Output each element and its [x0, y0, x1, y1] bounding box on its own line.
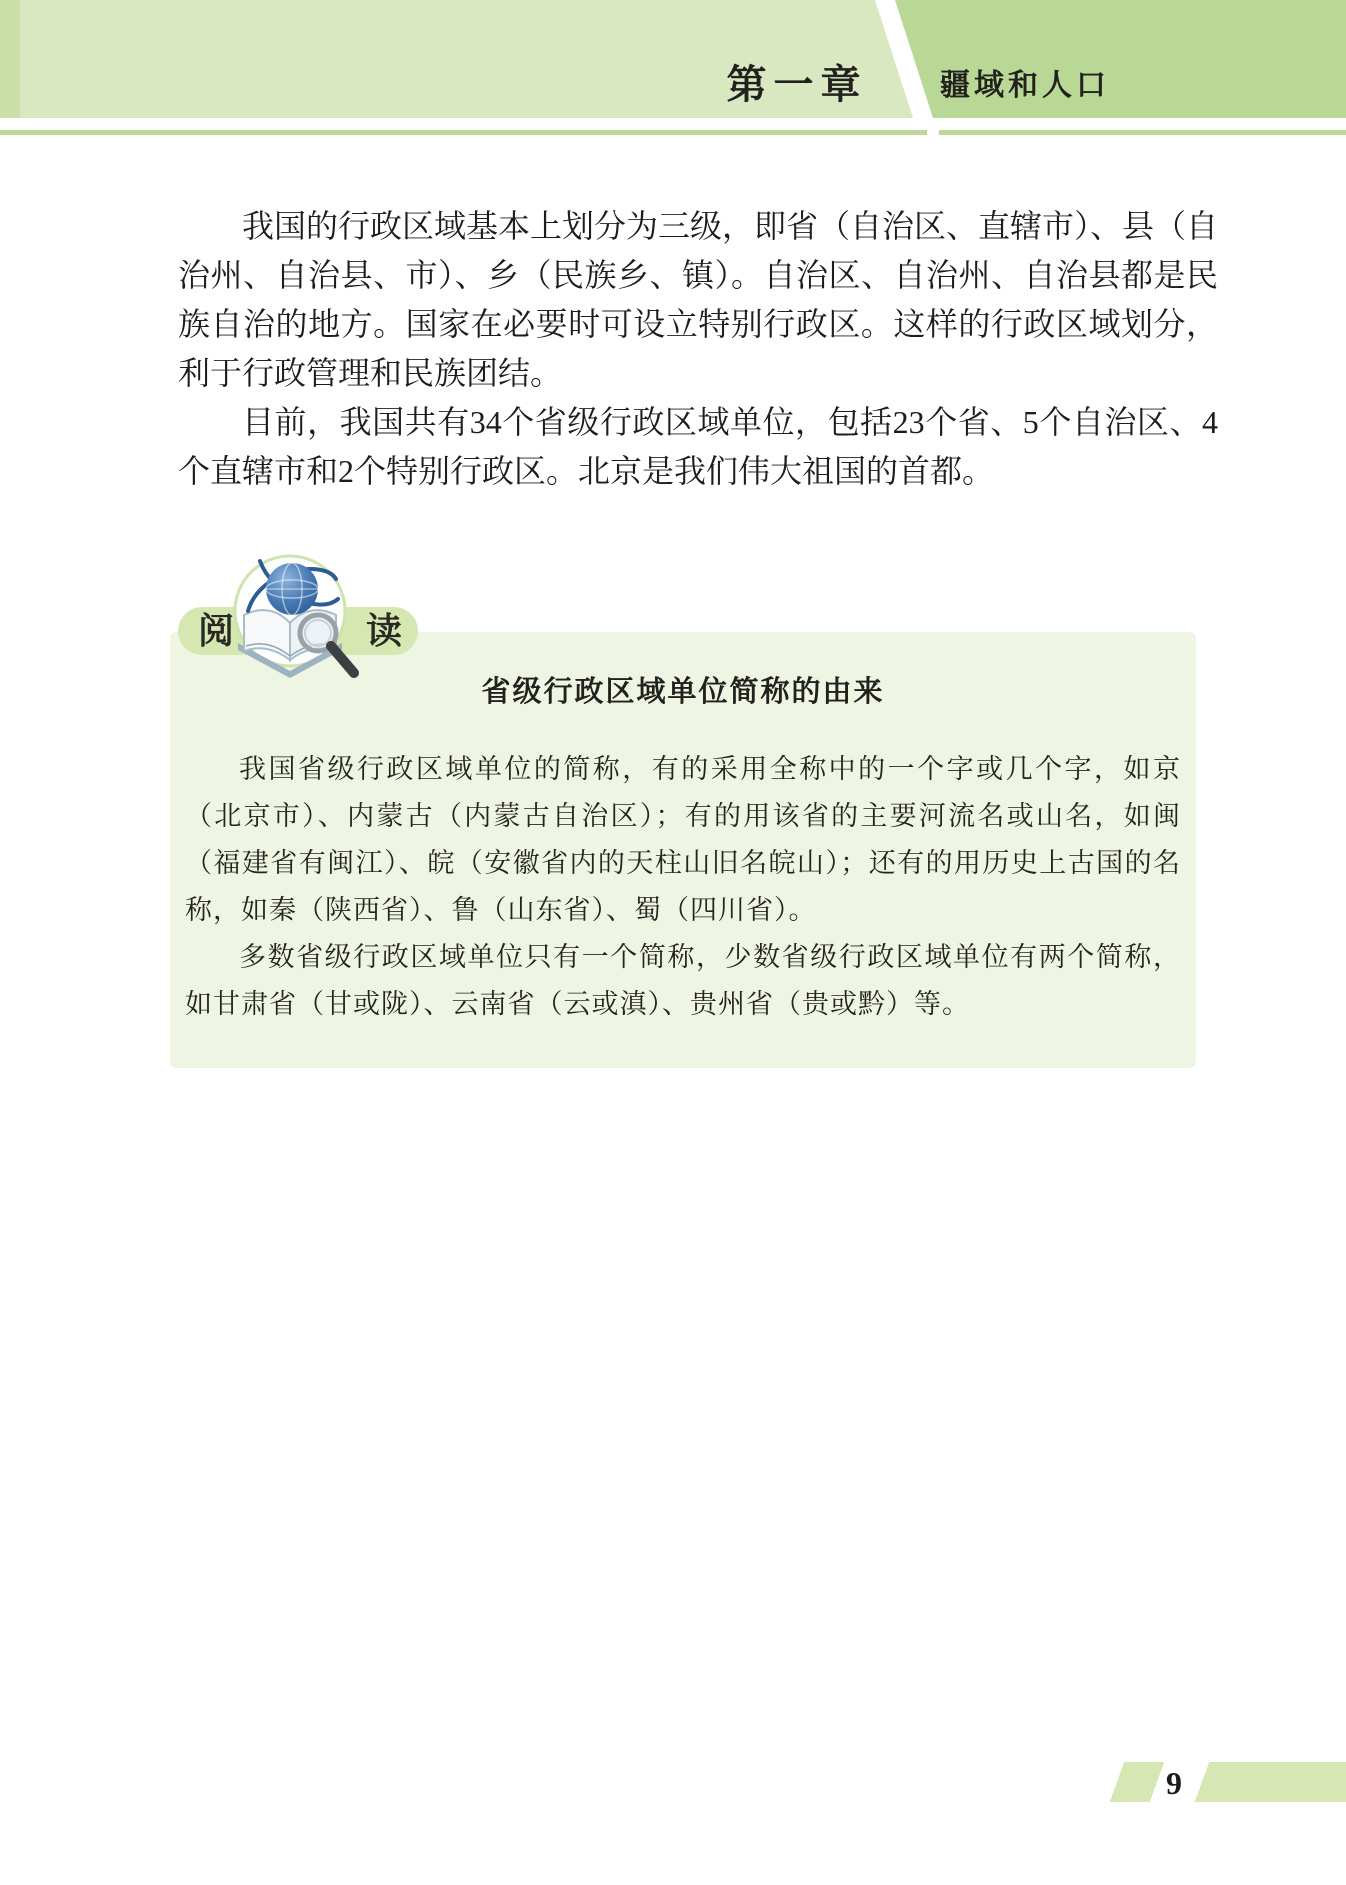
- paragraph-admin-divisions: 我国的行政区域基本上划分为三级，即省（自治区、直辖市）、县（自治州、自治县、市）、乡（民族乡、镇）。自治区、自治州、自治县都是民族自治的地方。国家在必要时可设立特别行政区。这样的行政区域划分，利于行政管理和民族团结。: [178, 208, 1219, 391]
- chapter-title: 疆域和人口: [940, 69, 1110, 102]
- footer-accent-left: [1110, 1762, 1165, 1802]
- footer-accent-right: [1195, 1762, 1346, 1802]
- chapter-number: 第一章: [726, 63, 868, 107]
- reading-box-title: 省级行政区域单位简称的由来: [481, 676, 885, 708]
- page-edge-strip: [0, 0, 20, 118]
- reading-label-char-du: 读: [365, 610, 402, 651]
- reading-label-char-yue: 阅: [198, 610, 235, 651]
- paragraph-province-count: 目前，我国共有34个省级行政区域单位，包括23个省、5个自治区、4个直辖市和2个特别行政区。北京是我们伟大祖国的首都。: [178, 404, 1218, 489]
- header-rule-left: [0, 130, 927, 135]
- reading-paragraph-abbreviations: 多数省级行政区域单位只有一个简称，少数省级行政区域单位有两个简称，如甘肃省（甘或陇）、云南省（云或滇）、贵州省（贵或黔）等。: [185, 942, 1181, 1019]
- reading-paragraph-origins: 我国省级行政区域单位的简称，有的采用全称中的一个字或几个字，如京（北京市）、内蒙古（内蒙古自治区）；有的用该省的主要河流名或山名，如闽（福建省有闽江）、皖（安徽省内的天柱山旧名皖山）；还有的用历史上古国的名称，如秦（陕西省）、鲁（山东省）、蜀（四川省）。: [185, 754, 1181, 925]
- reading-box-body: [185, 746, 1181, 1028]
- open-book-globe-magnifier-icon: [232, 553, 348, 703]
- body-text: [178, 202, 1218, 496]
- page-number: 9: [1166, 1765, 1182, 1801]
- header-rule-right: [939, 130, 1346, 135]
